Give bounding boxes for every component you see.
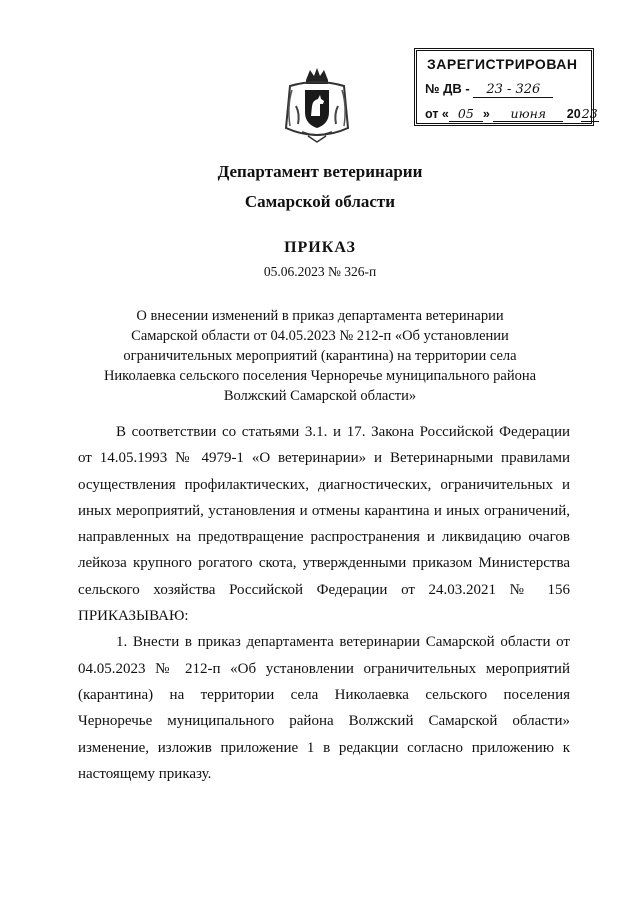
doc-subject xyxy=(90,306,550,406)
stamp-date-prefix: от « xyxy=(425,107,449,121)
stamp-date-month: июня xyxy=(493,106,563,122)
stamp-year-prefix: 20 xyxy=(566,107,581,121)
stamp-number-value: 23 - 326 xyxy=(473,82,553,98)
stamp-date-sep: » xyxy=(482,107,490,121)
item-1-paragraph: 1. Внести в приказ департамента ветеринарии Самарской области от 04.05.2023 № 212-п «Об установлении ограничительных мероприятий (карантина) на территории села Николаевка сельского поселения Черноречье муниципального района Волжский Самарской области» изменение, изложив приложение 1 в редакции согласно приложению к настоящему приказу. xyxy=(78,634,570,782)
subject-line: Волжский Самарской области» xyxy=(223,388,417,404)
doc-type-title: ПРИКАЗ xyxy=(284,239,356,256)
subject-line: ограничительных мероприятий (карантина) на территории села xyxy=(123,348,517,364)
stamp-year-value: 23 xyxy=(581,106,598,121)
subject-line: О внесении изменений в приказ департамента ветеринарии xyxy=(136,308,504,324)
subject-line: Николаевка сельского поселения Черноречье муниципального района xyxy=(103,368,537,384)
subject-line: Самарской области от 04.05.2023 № 212-п «Об установлении xyxy=(131,328,509,344)
stamp-number-row xyxy=(425,81,553,98)
preamble-paragraph: В соответствии со статьями 3.1. и 17. Закона Российской Федерации от 14.05.1993 № 4979-1 «О ветеринарии» и Ветеринарными правилами осуществления профилактических, диагностических, ограничительных и иных мероприятий, установления и отмены карантина и иных ограничений, направленных на предотвращение распространения и ликвидацию очагов лейкоза крупного рогатого скота, утвержденными приказом Министерства сельского хозяйства Российской Федерации от 24.03.2021 № 156 ПРИКАЗЫВАЮ: xyxy=(78,424,570,625)
stamp-number-prefix: № ДВ - xyxy=(425,81,470,96)
org-name-line2: Самарской области xyxy=(244,192,396,211)
stamp-date-day: 05 xyxy=(449,106,483,122)
doc-date-number: 05.06.2023 № 326-п xyxy=(263,264,377,279)
registration-stamp xyxy=(414,48,598,126)
doc-body xyxy=(78,419,570,787)
stamp-title: ЗАРЕГИСТРИРОВАН xyxy=(427,56,578,72)
samara-coat-of-arms-icon xyxy=(282,66,352,144)
stamp-date-row xyxy=(425,106,599,122)
org-name-line1: Департамент ветеринарии xyxy=(217,162,423,181)
